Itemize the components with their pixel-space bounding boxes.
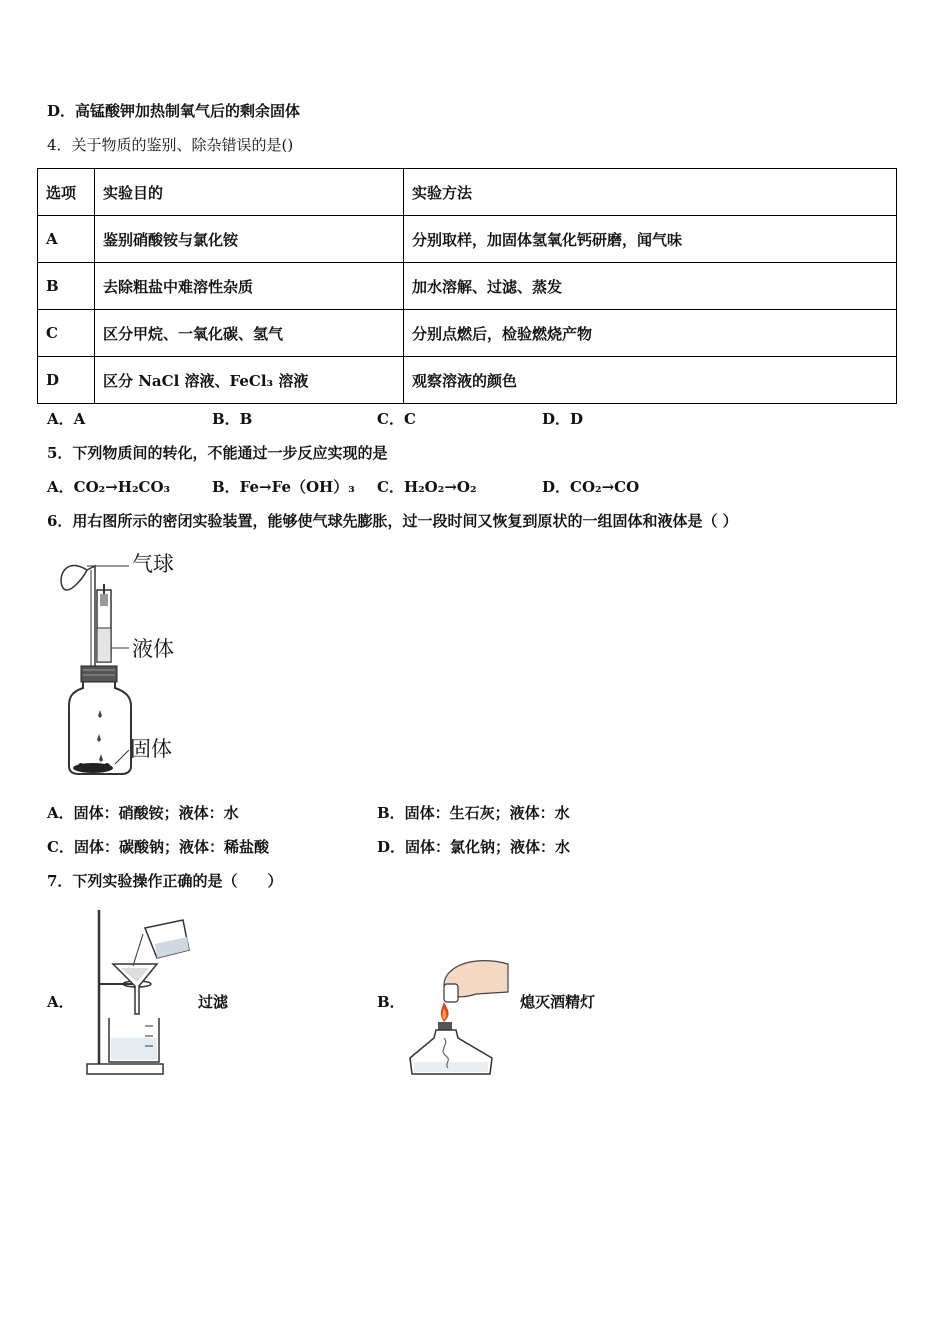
q6-option-c: C．固体：碳酸钠；液体：稀盐酸	[47, 838, 269, 856]
q5-option-a: A．CO₂→H₂CO₃	[47, 478, 171, 496]
q5-option-b: B．Fe→Fe（OH）₃	[212, 478, 355, 496]
q7-stem: 7．下列实验操作正确的是（ ）	[47, 872, 283, 890]
table-cell: 区分 NaCl 溶液、FeCl₃ 溶液	[95, 357, 404, 404]
q4-table	[37, 168, 897, 404]
q5-option-d: D．CO₂→CO	[542, 478, 640, 496]
table-cell: 分别取样，加固体氢氧化钙研磨，闻气味	[404, 216, 897, 263]
table-cell: 观察溶液的颜色	[404, 357, 897, 404]
filtration-setup-figure	[85, 906, 195, 1078]
q7-option-b-caption: 熄灭酒精灯	[520, 993, 596, 1011]
q6-option-a: A．固体：硝酸铵；液体：水	[47, 804, 239, 822]
q6-option-d: D．固体：氯化钠；液体：水	[377, 838, 571, 856]
table-cell: 区分甲烷、一氧化碳、氢气	[95, 310, 404, 357]
q5-option-c: C．H₂O₂→O₂	[377, 478, 477, 496]
q5-stem: 5．下列物质间的转化，不能通过一步反应实现的是	[47, 444, 388, 462]
table-cell: 去除粗盐中难溶性杂质	[95, 263, 404, 310]
table-cell: D	[38, 357, 95, 404]
q4-stem: 4．关于物质的鉴别、除杂错误的是()	[47, 136, 294, 154]
table-header-cell: 实验方法	[404, 169, 897, 216]
table-cell: C	[38, 310, 95, 357]
table-cell: A	[38, 216, 95, 263]
balloon-apparatus-figure	[55, 548, 195, 778]
table-row	[38, 310, 897, 357]
q6-option-b: B．固体：生石灰；液体：水	[377, 804, 570, 822]
q7-option-a-caption: 过滤	[198, 993, 229, 1011]
extinguish-alcohol-lamp-figure	[408, 958, 510, 1080]
q6-stem: 6．用右图所示的密闭实验装置，能够使气球先膨胀，过一段时间又恢复到原状的一组固体和液体是（ ）	[47, 512, 738, 530]
table-cell: B	[38, 263, 95, 310]
table-header-cell: 选项	[38, 169, 95, 216]
figure-label-solid: 固体	[130, 737, 172, 761]
figure-label-liquid: 液体	[132, 637, 174, 661]
table-header-cell: 实验目的	[95, 169, 404, 216]
q4-option-d: D．D	[542, 410, 584, 428]
q7-option-a-letter: A．	[47, 993, 74, 1011]
q4-option-b: B．B	[212, 410, 253, 428]
table-cell: 分别点燃后，检验燃烧产物	[404, 310, 897, 357]
table-cell: 加水溶解、过滤、蒸发	[404, 263, 897, 310]
table-cell: 鉴别硝酸铵与氯化铵	[95, 216, 404, 263]
table-header-row	[38, 169, 897, 216]
table-row	[38, 216, 897, 263]
table-row	[38, 263, 897, 310]
q4-option-a: A．A	[47, 410, 86, 428]
q7-option-b-letter: B．	[377, 993, 405, 1011]
table-row	[38, 357, 897, 404]
figure-label-balloon: 气球	[132, 552, 174, 576]
q3-option-d: D．高锰酸钾加热制氧气后的剩余固体	[47, 102, 301, 120]
q4-option-c: C．C	[377, 410, 416, 428]
